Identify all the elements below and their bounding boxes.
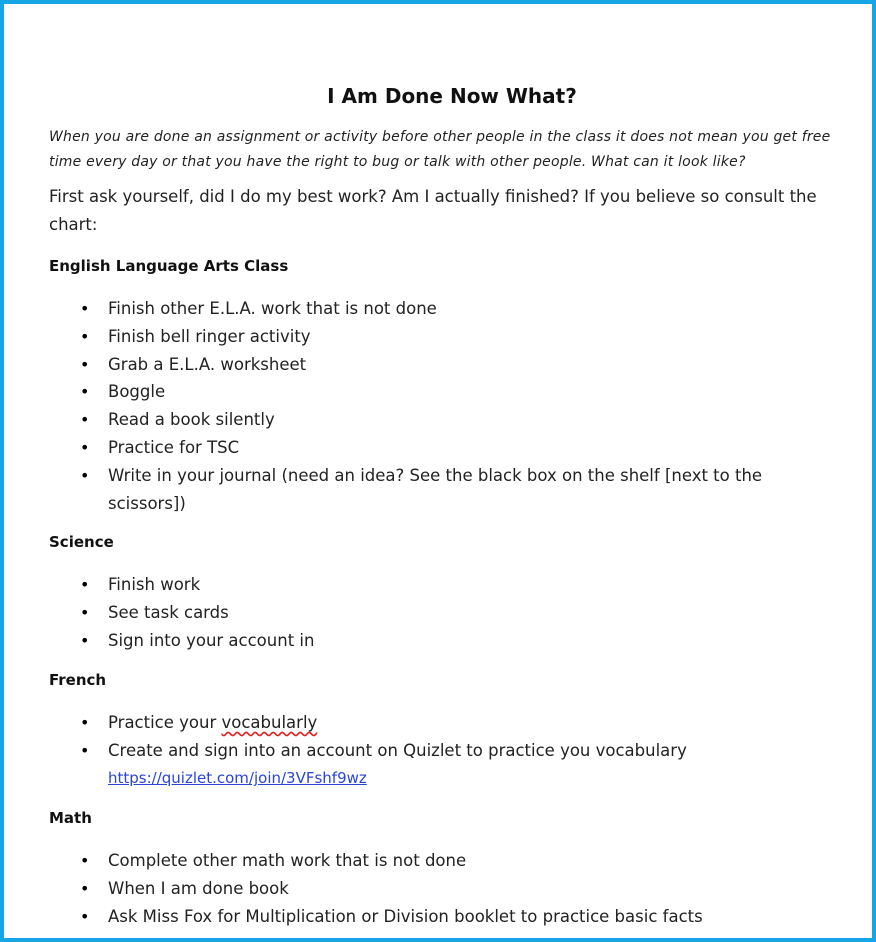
bullet-icon: •	[80, 410, 90, 430]
bullet-icon: •	[80, 603, 90, 623]
bullet-icon: •	[80, 851, 90, 871]
list-item: • Finish bell ringer activity	[49, 323, 808, 351]
list-item: • Create and sign into an account on Quizlet to practice you vocabulary https://quizlet.com/join/3VFshf9wz	[49, 737, 808, 794]
section-heading-french: French	[49, 670, 107, 689]
list-item: • Boggle	[49, 378, 808, 406]
bullet-icon: •	[80, 575, 90, 595]
section-heading-science: Science	[49, 533, 114, 552]
list-item: • Sign into your account in	[49, 627, 808, 655]
list-item: • Grab a E.L.A. worksheet	[49, 351, 808, 379]
quizlet-link[interactable]: https://quizlet.com/join/3VFshf9wz	[108, 769, 367, 788]
list-item: • Practice your vocabularly	[49, 709, 808, 737]
list-item: • Ask Miss Fox for Multiplication or Division booklet to practice basic facts	[49, 903, 808, 931]
spellcheck-flagged-word[interactable]: vocabularly	[221, 712, 318, 732]
bullet-icon: •	[80, 382, 90, 402]
section-heading-ela: English Language Arts Class	[49, 257, 289, 275]
bullet-icon: •	[80, 712, 90, 732]
bullet-icon: •	[80, 299, 90, 318]
bullet-icon: •	[80, 630, 90, 650]
bullet-icon: •	[80, 740, 90, 760]
list-item: • When I am done book	[49, 875, 808, 903]
intro-paragraph: When you are done an assignment or activity before other people in the class it does not mean you get free time every day or that you have the right to bug or talk with other people. What can it look like?	[49, 129, 831, 170]
section-heading-math: Math	[49, 809, 92, 828]
bullet-icon: •	[80, 906, 90, 926]
list-item: • Write in your journal (need an idea? See the black box on the shelf [next to the scissors])	[49, 462, 808, 518]
list-item: • Finish work	[49, 571, 808, 599]
list-item: • Read a book silently	[49, 406, 808, 434]
ela-list	[49, 295, 839, 517]
bullet-icon: •	[80, 354, 90, 374]
bullet-icon: •	[80, 465, 90, 485]
bullet-icon: •	[80, 437, 90, 457]
list-item: • See task cards	[49, 599, 808, 627]
french-list	[49, 709, 839, 793]
bullet-icon: •	[80, 878, 90, 898]
science-list	[49, 571, 839, 654]
page-title: I Am Done Now What?	[327, 84, 577, 108]
list-item: • Practice for TSC	[49, 434, 808, 462]
math-list	[49, 847, 839, 930]
list-item: • Complete other math work that is not done	[49, 847, 808, 875]
lead-paragraph: First ask yourself, did I do my best work? Am I actually finished? If you believe so consult the chart:	[49, 187, 817, 234]
list-item: • Finish other E.L.A. work that is not done	[49, 295, 808, 323]
document-page	[49, 82, 839, 931]
bullet-icon: •	[80, 326, 90, 346]
